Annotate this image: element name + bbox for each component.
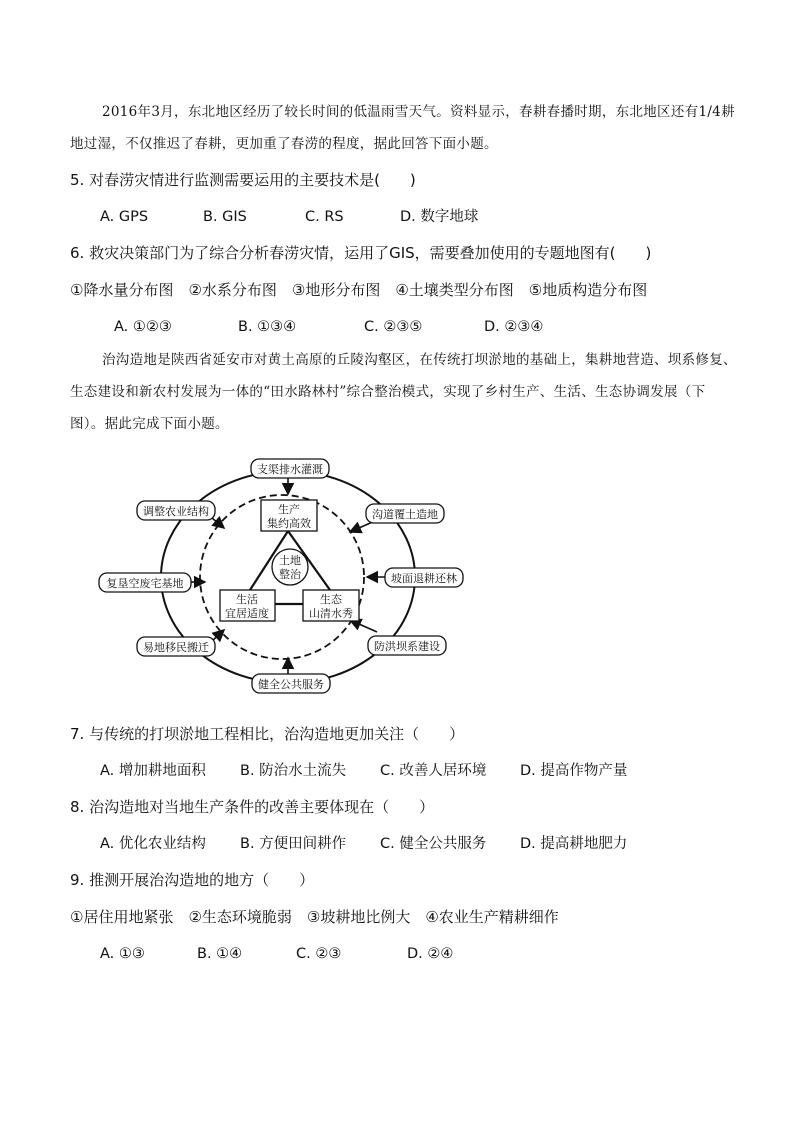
outer-upper-left-label: 调整农业结构 [143, 505, 209, 518]
question-9-stem: 9. 推测开展治沟造地的地方（ ） [70, 871, 315, 889]
q7-option-c[interactable]: C. 改善人居环境 [380, 763, 487, 779]
passage-1: 2016年3月，东北地区经历了较长时间的低温雨雪天气。资料显示，春耕春播时期，东北地区还有1/4耕地过湿，不仅推迟了春耕，更加重了春涝的程度，据此回答下面小题。 [70, 104, 735, 152]
q9-option-a[interactable]: A. ①③ [100, 946, 145, 962]
center-label-1: 土地 [279, 554, 301, 567]
q7-option-b[interactable]: B. 防治水土流失 [240, 763, 347, 779]
q7-option-d[interactable]: D. 提高作物产量 [520, 763, 628, 779]
q7-option-a[interactable]: A. 增加耕地面积 [100, 763, 206, 779]
question-6-items: ①降水量分布图 ②水系分布图 ③地形分布图 ④土壤类型分布图 ⑤地质构造分布图 [70, 281, 648, 299]
outer-right-label: 坡面退耕还林 [391, 572, 457, 585]
q6-option-c[interactable]: C. ②③⑤ [364, 319, 423, 335]
inner-top-label-2: 集约高效 [267, 517, 311, 530]
outer-top-label: 支渠排水灌溉 [257, 463, 323, 476]
center-label-2: 整治 [279, 568, 301, 581]
inner-left-label-1: 生活 [236, 593, 258, 606]
q9-option-c[interactable]: C. ②③ [296, 946, 342, 962]
q6-option-a[interactable]: A. ①②③ [114, 319, 172, 335]
q6-option-b[interactable]: B. ①③④ [238, 319, 297, 335]
inner-right-label-2: 山清水秀 [309, 607, 353, 620]
q8-option-a[interactable]: A. 优化农业结构 [100, 836, 206, 852]
question-5-stem: 5. 对春涝灾情进行监测需要运用的主要技术是( ) [70, 171, 416, 189]
q8-option-d[interactable]: D. 提高耕地肥力 [520, 836, 628, 852]
outer-left-label: 复垦空废宅基地 [106, 577, 184, 590]
outer-lower-right-label: 防洪坝系建设 [374, 640, 440, 653]
inner-top-label-1: 生产 [278, 503, 300, 516]
question-6-stem: 6. 救灾决策部门为了综合分析春涝灾情，运用了GIS，需要叠加使用的专题地图有( ) [70, 244, 652, 262]
q5-option-d[interactable]: D. 数字地球 [400, 209, 479, 225]
question-9-items: ①居住用地紧张 ②生态环境脆弱 ③坡耕地比例大 ④农业生产精耕细作 [70, 908, 559, 926]
inner-left-label-2: 宜居适度 [225, 607, 269, 620]
q6-option-d[interactable]: D. ②③④ [484, 319, 544, 335]
inner-right-label-1: 生态 [320, 593, 342, 606]
q9-option-b[interactable]: B. ①④ [197, 946, 243, 962]
q5-option-b[interactable]: B. GIS [203, 209, 247, 225]
q5-option-a[interactable]: A. GPS [100, 209, 149, 225]
q8-option-b[interactable]: B. 方便田间耕作 [240, 836, 347, 852]
outer-upper-right-label: 沟道覆土造地 [372, 508, 438, 521]
land-consolidation-diagram [95, 452, 475, 697]
passage-2: 治沟造地是陕西省延安市对黄土高原的丘陵沟壑区，在传统打坝淤地的基础上，集耕地营造、坝系修复、生态建设和新农村发展为一体的“田水路林村”综合整治模式，实现了乡村生产、生活、生态协调发展（下图）。据此完成下面小题。 [70, 352, 737, 432]
q9-option-d[interactable]: D. ②④ [407, 946, 454, 962]
outer-lower-left-label: 易地移民搬迁 [143, 641, 209, 654]
q8-option-c[interactable]: C. 健全公共服务 [380, 836, 487, 852]
question-7-stem: 7. 与传统的打坝淤地工程相比，治沟造地更加关注（ ） [70, 725, 465, 743]
outer-bottom-label: 健全公共服务 [258, 678, 324, 691]
q5-option-c[interactable]: C. RS [305, 209, 344, 225]
question-8-stem: 8. 治沟造地对当地生产条件的改善主要体现在（ ） [70, 798, 435, 816]
